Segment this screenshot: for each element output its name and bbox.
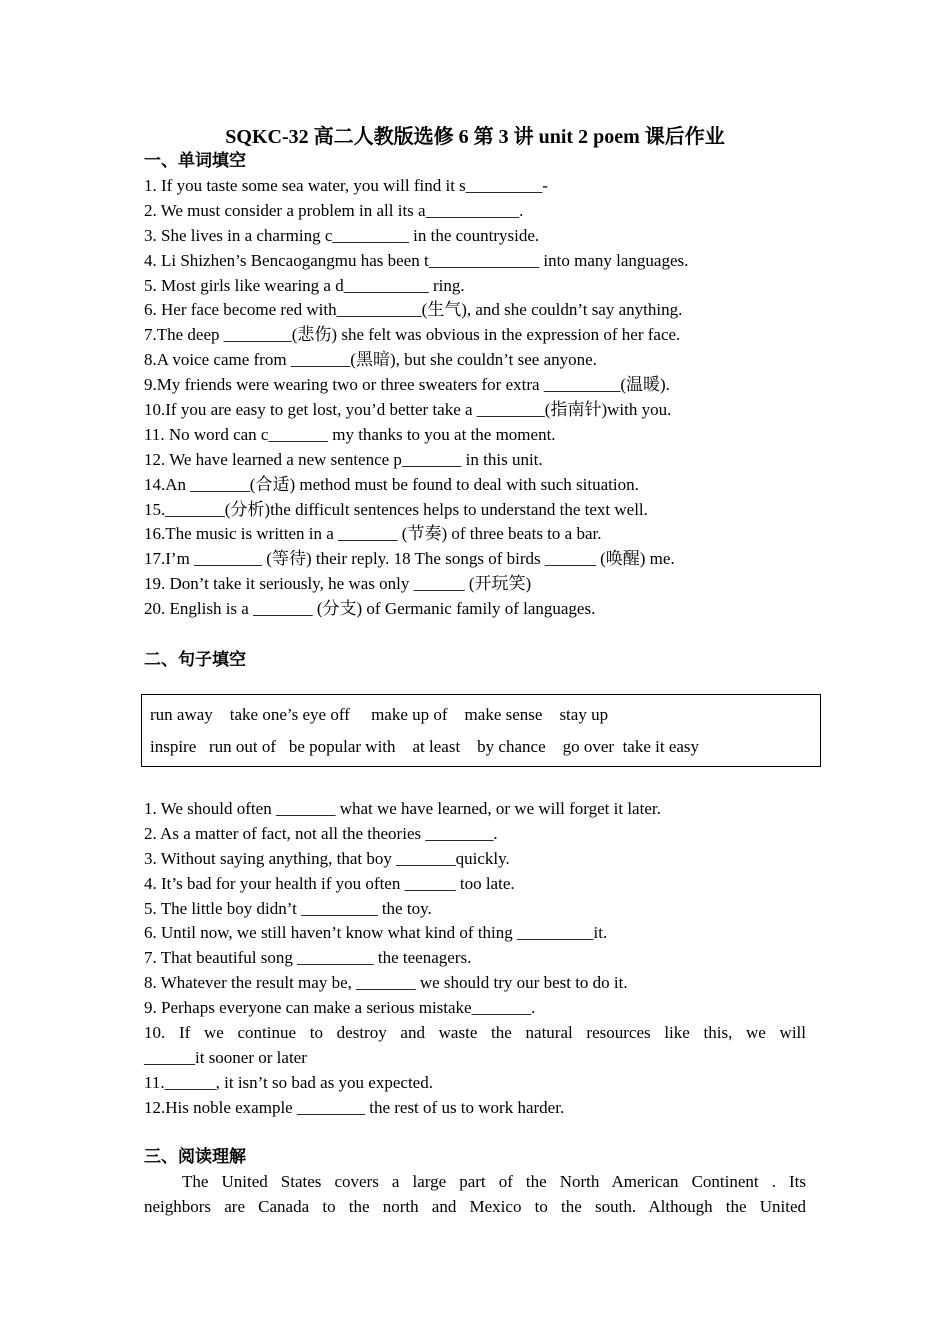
word-fill-item: 15._______(分析)the difficult sentences helps to understand the text well. (144, 499, 648, 519)
word-fill-item: 1. If you taste some sea water, you will find it s_________- (144, 176, 548, 195)
sentence-fill-item: 5. The little boy didn’t _________ the toy. (144, 898, 432, 918)
sentence-fill-item: 3. Without saying anything, that boy _______quickly. (144, 848, 510, 868)
phrase-word-box (141, 694, 821, 767)
word-fill-item: 6. Her face become red with__________(生气), and she couldn’t say anything. (144, 300, 683, 320)
word-fill-item: 7.The deep ________(悲伤) she felt was obvious in the expression of her face. (144, 325, 681, 345)
word-fill-item: 2. We must consider a problem in all its a___________. (144, 200, 524, 220)
sentence-fill-item-continued: ______it sooner or later (144, 1047, 307, 1067)
word-fill-item: 16.The music is written in a _______ (节奏) of three beats to a bar. (144, 524, 602, 544)
section-heading-word-fill: 一、单词填空 (144, 151, 246, 171)
word-fill-item: 12. We have learned a new sentence p_______ in this unit. (144, 449, 543, 469)
sentence-fill-item: 6. Until now, we still haven’t know what kind of thing _________it. (144, 923, 608, 943)
sentence-fill-item: 7. That beautiful song _________ the teenagers. (144, 948, 472, 968)
phrase-row: run away take one’s eye off make up of make sense stay up (150, 705, 609, 724)
word-fill-item: 3. She lives in a charming c_________ in the countryside. (144, 225, 540, 245)
sentence-fill-item: 4. It’s bad for your health if you often ______ too late. (144, 873, 515, 893)
sentence-fill-item: 11.______, it isn’t so bad as you expected. (144, 1072, 433, 1092)
sentence-fill-list (144, 797, 806, 1121)
sentence-fill-item: 12.His noble example ________ the rest of us to work harder. (144, 1097, 565, 1117)
word-fill-item: 5. Most girls like wearing a d__________ ring. (144, 275, 465, 295)
word-fill-item: 17.I’m ________ (等待) their reply. 18 The songs of birds ______ (唤醒) me. (144, 549, 675, 569)
sentence-fill-item: 8. Whatever the result may be, _______ we should try our best to do it. (144, 973, 628, 993)
sentence-fill-item: 2. As a matter of fact, not all the theories ________. (144, 823, 498, 843)
sentence-fill-item: 1. We should often _______ what we have learned, or we will forget it later. (144, 799, 661, 818)
phrase-row: inspire run out of be popular with at least by chance go over take it easy (150, 737, 700, 756)
sentence-fill-item: 10. If we continue to destroy and waste the natural resources like this, we will (144, 1023, 806, 1043)
reading-paragraph (144, 1170, 806, 1220)
paragraph-line: The United States covers a large part of the North American Continent . Its (182, 1172, 806, 1191)
word-fill-item: 8.A voice came from _______(黑暗), but she couldn’t see anyone. (144, 350, 597, 370)
word-fill-item: 20. English is a _______ (分支) of Germanic family of languages. (144, 599, 596, 619)
word-fill-item: 10.If you are easy to get lost, you’d better take a ________(指南针)with you. (144, 400, 672, 420)
word-fill-item: 11. No word can c_______ my thanks to you at the moment. (144, 424, 556, 444)
page-title: SQKC-32 高二人教版选修 6 第 3 讲 unit 2 poem 课后作业 (225, 126, 725, 148)
sentence-fill-item: 9. Perhaps everyone can make a serious mistake_______. (144, 998, 536, 1018)
word-fill-item: 9.My friends were wearing two or three sweaters for extra _________(温暖). (144, 375, 670, 395)
word-fill-list (144, 174, 806, 622)
paragraph-line: neighbors are Canada to the north and Mexico to the south. Although the United (144, 1196, 806, 1216)
word-fill-item: 14.An _______(合适) method must be found to deal with such situation. (144, 474, 639, 494)
section-heading-reading: 三、阅读理解 (144, 1147, 246, 1167)
word-fill-item: 19. Don’t take it seriously, he was only ______ (开玩笑) (144, 574, 532, 594)
word-fill-item: 4. Li Shizhen’s Bencaogangmu has been t_____________ into many languages. (144, 250, 689, 270)
section-heading-sentence-fill: 二、句子填空 (144, 650, 246, 670)
